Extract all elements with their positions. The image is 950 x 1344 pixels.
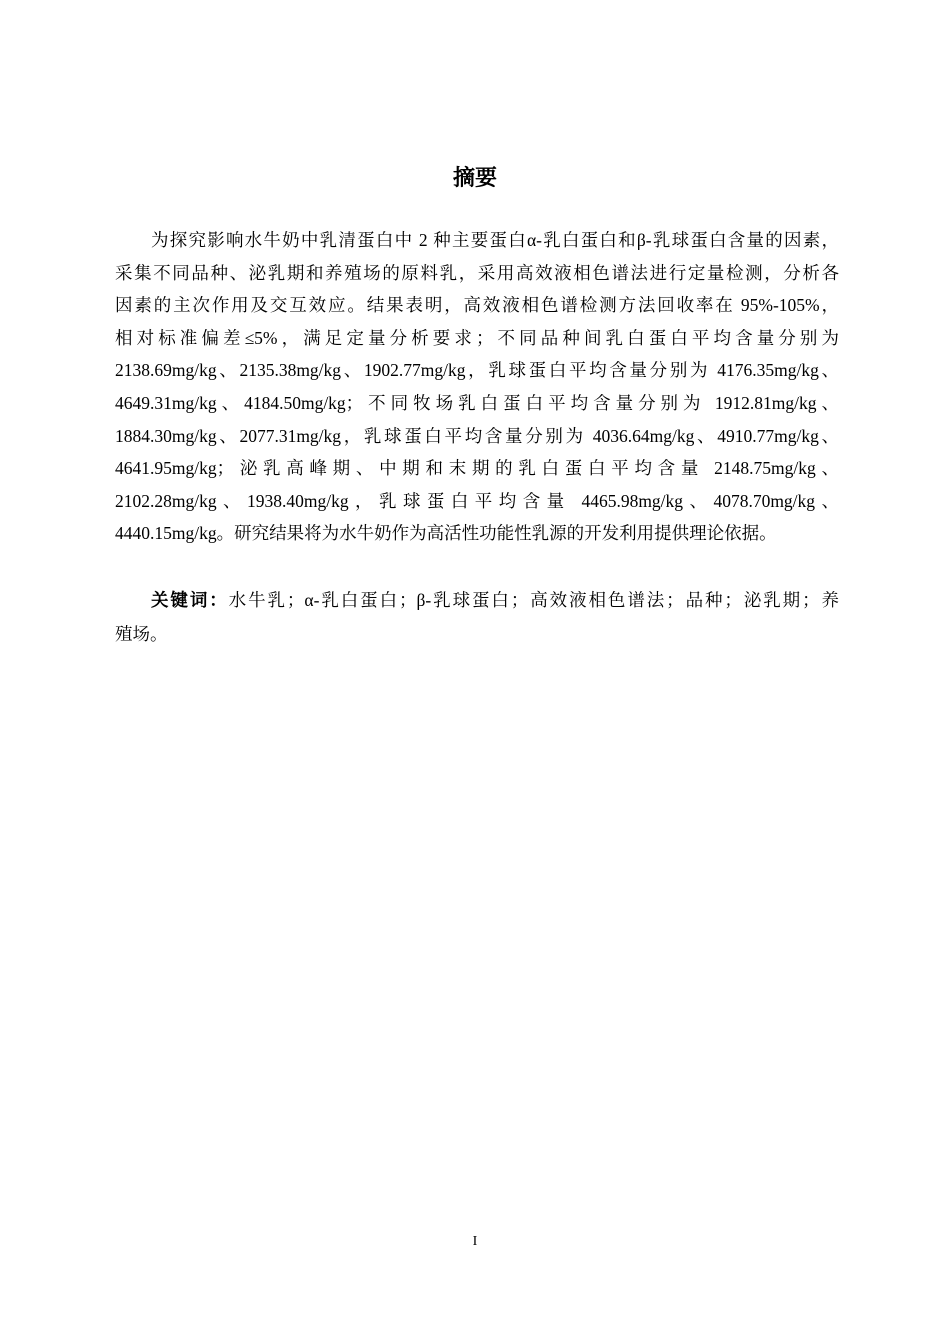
abstract-line: 2138.69mg/kg、2135.38mg/kg、1902.77mg/kg，乳球蛋白平均含量分别为 4176.35mg/kg、 (115, 360, 839, 381)
abstract-title: 摘要 (452, 166, 497, 191)
abstract-line: 相对标准偏差≤5%，满足定量分析要求；不同品种间乳白蛋白平均含量分别为 (115, 327, 839, 348)
keywords-line (115, 584, 839, 618)
abstract-line: 因素的主次作用及交互效应。结果表明，高效液相色谱检测方法回收率在 95%-105%， (115, 295, 839, 316)
abstract-line: 2102.28mg/kg、1938.40mg/kg，乳球蛋白平均含量 4465.98mg/kg、4078.70mg/kg、 (115, 490, 839, 511)
abstract-line: 4440.15mg/kg。研究结果将为水牛奶作为高活性功能性乳源的开发利用提供理论依据。 (115, 523, 777, 544)
abstract-line: 1884.30mg/kg、2077.31mg/kg，乳球蛋白平均含量分别为 4036.64mg/kg、4910.77mg/kg、 (115, 425, 839, 446)
abstract-line: 4641.95mg/kg；泌乳高峰期、中期和末期的乳白蛋白平均含量 2148.75mg/kg、 (115, 458, 839, 479)
abstract-line: 4649.31mg/kg、4184.50mg/kg；不同牧场乳白蛋白平均含量分别为 1912.81mg/kg、 (115, 392, 839, 413)
abstract-line: 为探究影响水牛奶中乳清蛋白中 2 种主要蛋白α-乳白蛋白和β-乳球蛋白含量的因素， (151, 230, 839, 250)
keywords-line-continued: 殖场。 (115, 623, 168, 644)
page-number: I (472, 1234, 478, 1249)
keywords-paragraph (115, 584, 839, 650)
abstract-line: 采集不同品种、泌乳期和养殖场的原料乳，采用高效液相色谱法进行定量检测，分析各 (115, 262, 839, 283)
keywords-text: 水牛乳；α-乳白蛋白；β-乳球蛋白；高效液相色谱法；品种；泌乳期；养 (228, 590, 839, 610)
abstract-body (115, 224, 839, 550)
keywords-label: 关键词： (151, 591, 229, 611)
